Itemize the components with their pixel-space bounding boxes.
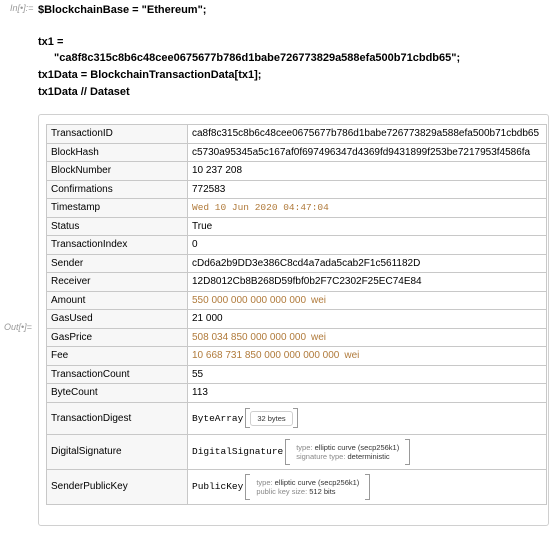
- row-key: Timestamp: [47, 199, 188, 218]
- size-value: 512 bits: [309, 486, 336, 496]
- signature-summary[interactable]: [192, 439, 412, 465]
- sigtype-label: signature type:: [296, 451, 346, 461]
- unit-text: wei: [311, 331, 327, 343]
- row-value: [188, 143, 547, 162]
- row-value: [188, 254, 547, 273]
- row-key: Confirmations: [47, 180, 188, 199]
- value-text: 772583: [192, 183, 226, 195]
- code-line-blockchain-base[interactable]: $BlockchainBase = "Ethereum";: [38, 4, 207, 16]
- table-row[interactable]: [47, 273, 547, 292]
- row-value: [188, 310, 547, 329]
- type-value: elliptic curve (secp256k1): [274, 477, 360, 487]
- table-row[interactable]: [47, 254, 547, 273]
- table-row[interactable]: [47, 365, 547, 384]
- unit-text: wei: [344, 350, 360, 362]
- row-value: [188, 125, 547, 144]
- value-text: 55: [192, 368, 204, 380]
- row-key: Amount: [47, 291, 188, 310]
- sigtype-value: deterministic: [347, 451, 390, 461]
- size-label: public key size:: [256, 486, 308, 496]
- value-text: 12D8012Cb8B268D59fbf0b2F7C2302F25EC74E84: [192, 276, 422, 288]
- row-key: SenderPublicKey: [47, 469, 188, 504]
- row-key: TransactionID: [47, 125, 188, 144]
- row-value: [188, 347, 547, 366]
- row-value: [188, 291, 547, 310]
- row-value: [188, 217, 547, 236]
- code-line-tx-hash[interactable]: "ca8f8c315c8b6c48cee0675677b786d1babe726773829a588efa500b71cbdb65";: [54, 52, 461, 64]
- summary-head: PublicKey: [192, 481, 244, 492]
- table-row[interactable]: [47, 328, 547, 347]
- table-row[interactable]: [47, 217, 547, 236]
- table-row[interactable]: [47, 236, 547, 255]
- row-value: [188, 434, 547, 469]
- type-value: elliptic curve (secp256k1): [314, 442, 400, 452]
- table-row[interactable]: [47, 384, 547, 403]
- row-value: [188, 365, 547, 384]
- row-key: BlockNumber: [47, 162, 188, 181]
- table-row-digital-signature[interactable]: [47, 434, 547, 469]
- dataset-table: [46, 124, 547, 505]
- table-row[interactable]: [47, 347, 547, 366]
- summary-head: DigitalSignature: [192, 446, 284, 457]
- value-text: 10 668 731 850 000 000 000 000: [192, 350, 340, 362]
- signature-chip: [290, 441, 405, 463]
- right-bracket-icon: [365, 474, 370, 500]
- value-text: 550 000 000 000 000 000: [192, 294, 306, 306]
- value-text: cDd6a2b9DD3e386C8cd4a7ada5cab2F1c561182D: [192, 257, 421, 269]
- right-bracket-icon: [293, 408, 298, 428]
- row-key: Fee: [47, 347, 188, 366]
- type-label: type:: [296, 442, 313, 452]
- value-text: Wed 10 Jun 2020 04:47:04: [192, 202, 329, 214]
- code-line-dataset[interactable]: tx1Data // Dataset: [38, 86, 130, 98]
- row-value: [188, 384, 547, 403]
- type-label: type:: [256, 477, 273, 487]
- summary-head: ByteArray: [192, 412, 244, 424]
- code-line-tx-data[interactable]: tx1Data = BlockchainTransactionData[tx1];: [38, 69, 262, 81]
- right-bracket-icon: [405, 439, 410, 465]
- value-text: True: [192, 220, 213, 232]
- row-key: GasUsed: [47, 310, 188, 329]
- row-value: [188, 402, 547, 434]
- publickey-chip: [250, 476, 365, 498]
- row-value: [188, 328, 547, 347]
- table-row[interactable]: [47, 143, 547, 162]
- unit-text: wei: [311, 294, 327, 306]
- value-text: 508 034 850 000 000 000: [192, 331, 306, 343]
- table-row[interactable]: [47, 291, 547, 310]
- publickey-summary[interactable]: [192, 474, 372, 500]
- table-row[interactable]: [47, 180, 547, 199]
- value-text: c5730a95345a5c167af0f697496347d4369fd9431899f253be7217953f4586fa: [192, 146, 531, 158]
- value-text: 0: [192, 239, 198, 251]
- table-row[interactable]: [47, 199, 547, 218]
- row-key: GasPrice: [47, 328, 188, 347]
- row-value: [188, 273, 547, 292]
- row-value: [188, 199, 547, 218]
- row-value: [188, 180, 547, 199]
- value-text: 113: [192, 387, 208, 399]
- table-row-sender-public-key[interactable]: [47, 469, 547, 504]
- row-key: TransactionIndex: [47, 236, 188, 255]
- row-key: Status: [47, 217, 188, 236]
- value-text: 21 000: [192, 313, 223, 325]
- value-text: 10 237 208: [192, 165, 243, 177]
- bytearray-summary[interactable]: [192, 408, 300, 428]
- row-key: ByteCount: [47, 384, 188, 403]
- row-key: TransactionCount: [47, 365, 188, 384]
- dataset-output[interactable]: [38, 114, 549, 526]
- row-value: [188, 236, 547, 255]
- value-text: ca8f8c315c8b6c48cee0675677b786d1babe726773829a588efa500b71cbdb65: [192, 128, 540, 140]
- bytes-chip: 32 bytes: [250, 411, 292, 426]
- row-key: Sender: [47, 254, 188, 273]
- table-row[interactable]: [47, 125, 547, 144]
- row-value: [188, 469, 547, 504]
- row-key: Receiver: [47, 273, 188, 292]
- row-key: DigitalSignature: [47, 434, 188, 469]
- table-row[interactable]: [47, 162, 547, 181]
- code-line-tx1[interactable]: tx1 =: [38, 36, 64, 48]
- table-row[interactable]: [47, 310, 547, 329]
- table-row-transaction-digest[interactable]: [47, 402, 547, 434]
- row-key: BlockHash: [47, 143, 188, 162]
- row-key: TransactionDigest: [47, 402, 188, 434]
- row-value: [188, 162, 547, 181]
- input-cell-label: In[•]:=: [10, 3, 34, 13]
- output-cell-label: Out[•]=: [4, 322, 32, 332]
